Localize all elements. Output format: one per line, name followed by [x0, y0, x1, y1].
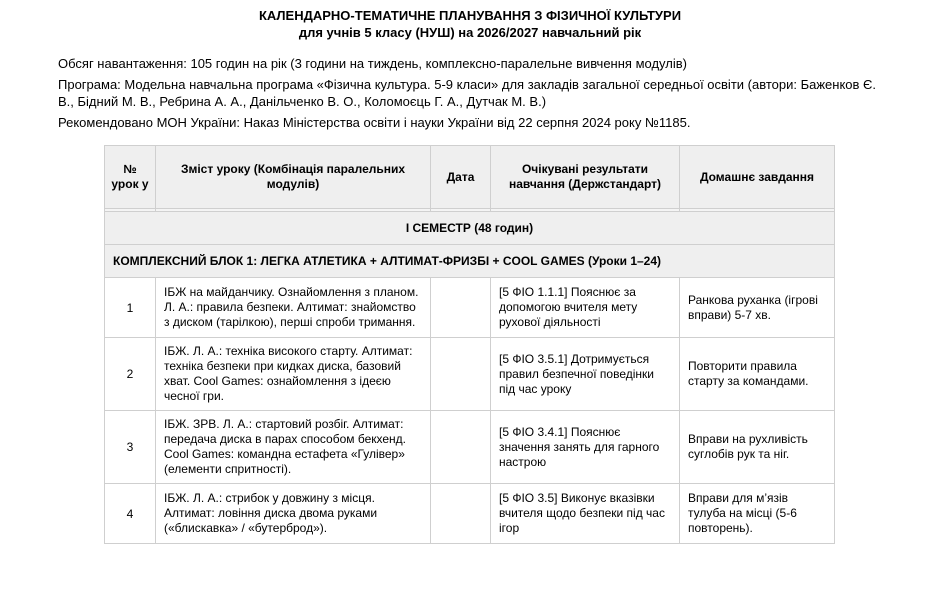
lesson-date [431, 338, 491, 411]
workload-info: Обсяг навантаження: 105 годин на рік (3 години на тиждень, комплексно-паралельне вивчення модулів) [58, 56, 687, 71]
lesson-content: ІБЖ. ЗРВ. Л. А.: стартовий розбіг. Алтимат: передача диска в парах способом бекхенд. Cool Games: командна естафета «Гулівер» (елементи спритності). [156, 411, 431, 484]
recommendation-info: Рекомендовано МОН України: Наказ Міністерства освіти і науки України від 22 серпня 2024 року №1185. [58, 115, 691, 130]
header-lesson-number: № урок у [105, 146, 156, 209]
lesson-content: ІБЖ. Л. А.: техніка високого старту. Алтимат: техніка безпеки при кидках диска, базовий хват. Cool Games: ознайомлення з ідеєю чесної гри. [156, 338, 431, 411]
header-lesson-content: Зміст уроку (Комбінація паралельних модулів) [156, 146, 431, 209]
lesson-plan-table [104, 145, 835, 544]
lesson-result: [5 ФІО 1.1.1] Пояснює за допомогою вчителя мету рухової діяльності [491, 278, 680, 338]
lesson-result: [5 ФІО 3.5.1] Дотримується правил безпечної поведінки під час уроку [491, 338, 680, 411]
semester-label: І СЕМЕСТР (48 годин) [105, 212, 835, 245]
block-row [105, 245, 835, 278]
program-info: Програма: Модельна навчальна програма «Фізична культура. 5-9 класи» для закладів загальної середньої освіти (автори: Баженков Є. В., Бідний М. В., Ребрина А. А., Данільченко В. О., Коломоєць Г. А., Дутчак М. В.) [58, 77, 876, 109]
lesson-number: 1 [105, 278, 156, 338]
lesson-result: [5 ФІО 3.4.1] Пояснює значення занять для гарного настрою [491, 411, 680, 484]
lesson-homework: Вправи для м’язів тулуба на місці (5-6 повторень). [680, 484, 835, 544]
table-row [105, 484, 835, 544]
lesson-content: ІБЖ. Л. А.: стрибок у довжину з місця. Алтимат: ловіння диска двома руками («блискавка» / «бутерброд»). [156, 484, 431, 544]
lesson-number: 3 [105, 411, 156, 484]
document-title: КАЛЕНДАРНО-ТЕМАТИЧНЕ ПЛАНУВАННЯ З ФІЗИЧНОЇ КУЛЬТУРИ [258, 8, 682, 23]
header-homework: Домашнє завдання [680, 146, 835, 209]
lesson-number: 2 [105, 338, 156, 411]
lesson-homework: Повторити правила старту за командами. [680, 338, 835, 411]
block-label: КОМПЛЕКСНИЙ БЛОК 1: ЛЕГКА АТЛЕТИКА + АЛТИМАТ-ФРИЗБІ + COOL GAMES (Уроки 1–24) [105, 245, 835, 278]
table-header-row [105, 146, 835, 209]
header-date: Дата [431, 146, 491, 209]
lesson-homework: Ранкова руханка (ігрові вправи) 5-7 хв. [680, 278, 835, 338]
lesson-content: ІБЖ на майданчику. Ознайомлення з планом. Л. А.: правила безпеки. Алтимат: знайомство з диском (тарілкою), перші спроби тримання. [156, 278, 431, 338]
header-expected-results: Очікувані результати навчання (Держстандарт) [491, 146, 680, 209]
semester-row [105, 212, 835, 245]
lesson-number: 4 [105, 484, 156, 544]
table-row [105, 338, 835, 411]
lesson-date [431, 484, 491, 544]
table-row [105, 278, 835, 338]
lesson-date [431, 278, 491, 338]
table-row [105, 411, 835, 484]
document-subtitle: для учнів 5 класу (НУШ) на 2026/2027 навчальний рік [298, 25, 642, 40]
lesson-homework: Вправи на рухливість суглобів рук та ніг. [680, 411, 835, 484]
lesson-result: [5 ФІО 3.5] Виконує вказівки вчителя щодо безпеки під час ігор [491, 484, 680, 544]
lesson-date [431, 411, 491, 484]
